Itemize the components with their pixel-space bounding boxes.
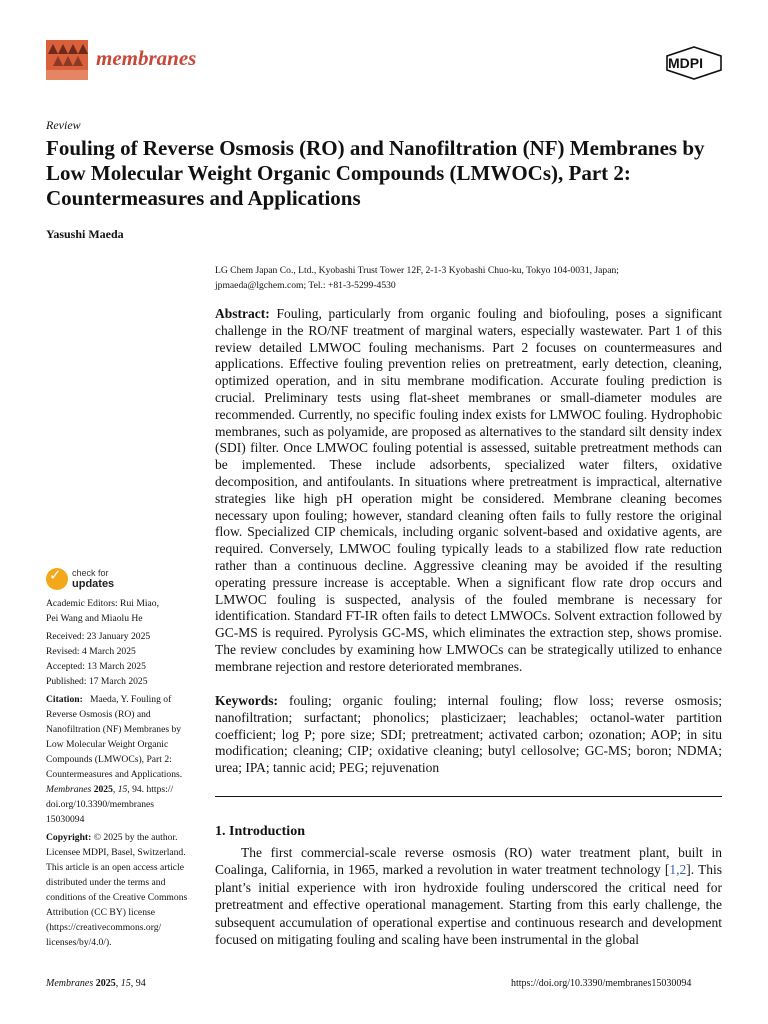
footer-volume: 15 — [120, 978, 131, 989]
intro-text-part2: ]. This plant’s initial experience with iron hydroxide fouling underscored the critical need for pretreatment and effective operational management. Starting from this early challenge, the subsequent accumulation of operational expertise and continuous research and development focused on mitigating fouling and scaling have been instrumental in the global — [215, 862, 722, 948]
citation-block: Citation: Maeda, Y. Fouling of Reverse Osmosis (RO) and Nanofiltration (NF) Membranes by Low Molecular Weight Organic Compounds (LMWOCs), Part 2: Countermeasures and Applications. Membranes 2025, 15, 94. https:// doi.org/10.3390/membranes 15030094 — [46, 692, 196, 827]
citation-volume: 15 — [117, 784, 128, 795]
affiliation — [215, 263, 725, 293]
citation-rest: , 94. https:// — [127, 784, 174, 795]
license-link[interactable]: (https://creativecommons.org/ — [46, 922, 162, 933]
published-date: Published: 17 March 2025 — [46, 676, 148, 687]
article-title: Fouling of Reverse Osmosis (RO) and Nanofiltration (NF) Membranes by Low Molecular Weight Organic Compounds (LMWOCs), Part 2: Countermeasures and Applications — [46, 136, 705, 210]
intro-text-part1: The first commercial-scale reverse osmosis (RO) water treatment plant, built in Coalinga, California, in 1965, marked a revolution in water treatment technology [ — [215, 845, 722, 878]
keywords — [215, 693, 722, 777]
editors-line: Academic Editors: Rui Miao, — [46, 598, 159, 609]
citation-line: Compounds (LMWOCs), Part 2: — [46, 754, 172, 765]
copyright-line: conditions of the Creative Commons — [46, 892, 188, 903]
footer-citation: Membranes 2025, 15, 94 — [46, 978, 146, 989]
affiliation-line: LG Chem Japan Co., Ltd., Kyobashi Trust Tower 12F, 2-1-3 Kyobashi Chuo-ku, Tokyo 104-0031, Japan; — [215, 265, 619, 276]
copyright-line: distributed under the terms and — [46, 877, 166, 888]
footer-page: , 94 — [130, 978, 146, 989]
citation-line: Countermeasures and Applications. — [46, 769, 183, 780]
copyright-block — [46, 830, 196, 950]
abstract — [215, 306, 722, 676]
copyright-label: Copyright: — [46, 832, 92, 843]
copyright-line: This article is an open access article — [46, 862, 184, 873]
footer-year: 2025 — [95, 978, 116, 989]
citation-line: Nanofiltration (NF) Membranes by — [46, 724, 182, 735]
section-heading: 1. Introduction — [215, 824, 305, 839]
article-type: Review — [46, 118, 81, 132]
citation-line: Reverse Osmosis (RO) and — [46, 709, 151, 720]
copyright-line: Licensee MDPI, Basel, Switzerland. — [46, 847, 186, 858]
citation-year: 2025 — [93, 784, 113, 795]
citation-line: Maeda, Y. Fouling of — [89, 694, 172, 705]
publisher-name: MDPI — [668, 55, 703, 71]
editors-line: Pei Wang and Miaolu He — [46, 613, 143, 624]
academic-editors — [46, 596, 196, 626]
introduction-text — [215, 844, 722, 948]
publication-dates — [46, 629, 196, 689]
copyright-line: © 2025 by the author. — [93, 832, 178, 843]
checkmark-icon: ✓ — [49, 566, 62, 584]
section-divider — [215, 796, 722, 797]
affiliation-contact: jpmaeda@lgchem.com; Tel.: +81-3-5299-4530 — [215, 280, 396, 291]
citation-label: Citation: — [46, 694, 83, 705]
check-updates-label[interactable]: check for — [72, 568, 109, 578]
accepted-date: Accepted: 13 March 2025 — [46, 661, 146, 672]
check-updates-label-bold[interactable]: updates — [72, 578, 115, 590]
abstract-text: Fouling, particularly from organic fouling and biofouling, poses a significant challenge in the RO/NF treatment of marginal waters, especially wastewater. Part 1 of this review detailed LMWOC fouling mechanisms. Part 2 focuses on countermeasures and applications. Effective fouling prevention relies on pretreatment, early detection, cleaning, optimized operation, and in situ membrane modification. Accurate fouling prediction is crucial. Preliminary tests using flat-sheet membranes or small-diameter modules are recommended. Currently, no specific fouling index exists for LMWOC fouling. Hydrophobic membranes, such as polyamide, are proposed as alternatives to the standard silt density index (SDI) filter. Once LMWOC fouling potential is assessed, suitable pretreatment methods can be implemented. These include adsorbents, specialized water filters, oxidative decomposition, and antifoulants. In situations where pretreatment is impractical, alternative strategies like high pH operation might be considered. Membrane cleaning becomes necessary upon fouling; however, standard cleaning often fails to fully restore the original flow. Specialized CIP chemicals, including organic solvent-based and oxidative agents, are required. Conversely, LMWOC fouling typically leads to a stabilized flow rate reduction rather than a continuous decline. Aggressive cleaning may be avoided if the resulting operating pressure increase is acceptable. When a significant flow rate drop occurs and LMWOC fouling is suspected, analysis of the fouled membrane is necessary for identification. Standard FT-IR often fails to detect LMWOCs. Solvent extraction followed by GC-MS is required. Pyrolysis GC-MS, which eliminates the extraction step, shows promise. The review concludes by examining how LMWOCs can be strategically utilized to enhance membrane rejection and restore deteriorated membranes. — [215, 306, 723, 674]
journal-name: membranes — [96, 46, 197, 70]
citation-doi[interactable]: doi.org/10.3390/membranes — [46, 799, 155, 810]
author-name: Yasushi Maeda — [46, 227, 124, 241]
copyright-line: Attribution (CC BY) license — [46, 907, 155, 918]
revised-date: Revised: 4 March 2025 — [46, 646, 136, 657]
journal-logo — [46, 40, 88, 80]
footer-doi-link[interactable]: https://doi.org/10.3390/membranes15030094 — [511, 978, 692, 989]
footer-journal: Membranes — [46, 978, 94, 989]
license-link[interactable]: licenses/by/4.0/). — [46, 937, 112, 948]
received-date: Received: 23 January 2025 — [46, 631, 151, 642]
keywords-text: fouling; organic fouling; internal fouling; flow loss; reverse osmosis; nanofiltration; surfactant; phonolics; plasticizaer; leachables; octanol-water partition coefficient; log P; pore size; SDI; pretreatment; activated carbon; ozonation; AOP; in situ modification; cleaning; CIP; oxidative cleaning; butyl cellosolve; GC-MS; boron; NDMA; urea; IPA; tannic acid; PEG; rejuvenation — [215, 693, 723, 776]
citation-link[interactable]: 1,2 — [669, 862, 687, 878]
citation-journal: Membranes — [46, 784, 92, 795]
abstract-label: Abstract: — [215, 306, 270, 321]
citation-line: Low Molecular Weight Organic — [46, 739, 169, 750]
keywords-label: Keywords: — [215, 693, 278, 708]
citation-doi[interactable]: 15030094 — [46, 814, 85, 825]
